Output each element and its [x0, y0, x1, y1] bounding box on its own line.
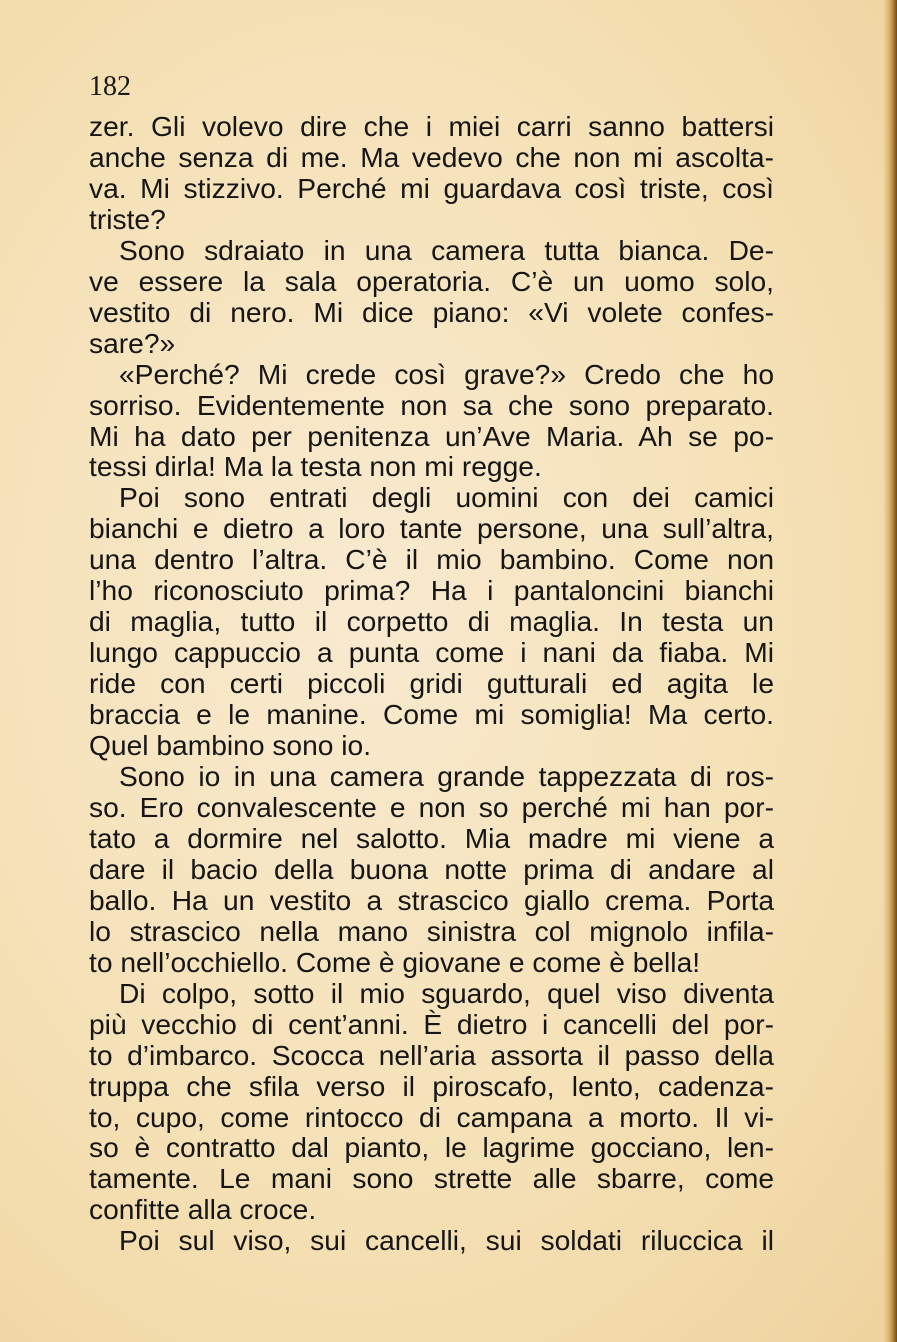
text-line: ride con certi piccoli gridi gutturali ed agita le: [89, 667, 774, 700]
text-line: zer. Gli volevo dire che i miei carri sanno battersi: [89, 110, 774, 142]
paragraph: [89, 1225, 774, 1256]
text-line: anche senza di me. Ma vedevo che non mi ascolta-: [89, 140, 774, 173]
text-line: so è contratto dal pianto, le lagrime gocciano, len-: [89, 1131, 774, 1164]
text-line: una dentro l’altra. C’è il mio bambino. Come non: [89, 543, 774, 576]
text-line: to, cupo, come rintocco di campana a morto. Il vi-: [89, 1100, 774, 1133]
text-line: dare il bacio della buona notte prima di andare al: [89, 852, 774, 885]
text-line: l’ho riconosciuto prima? Ha i pantaloncini bianchi: [89, 574, 774, 607]
text-line: lungo cappuccio a punta come i nani da fiaba. Mi: [89, 636, 774, 669]
paragraph: [89, 978, 774, 1226]
text-line: ve essere la sala operatoria. C’è un uomo solo,: [89, 264, 774, 297]
text-line: to d’imbarco. Scocca nell’aria assorta il passo della: [89, 1038, 774, 1071]
text-line: Quel bambino sono io.: [89, 729, 372, 762]
text-line: Poi sul viso, sui cancelli, sui soldati riluccica il: [119, 1224, 774, 1257]
text-line: Poi sono entrati degli uomini con dei camici: [119, 481, 774, 514]
text-line: Sono sdraiato in una camera tutta bianca. De-: [119, 233, 774, 266]
paragraph: [89, 482, 774, 761]
text-line: triste?: [89, 202, 166, 235]
text-line: truppa che sfila verso il piroscafo, lento, cadenza-: [89, 1069, 774, 1102]
text-line: va. Mi stizzivo. Perché mi guardava così triste, così: [89, 171, 774, 204]
text-line: Mi ha dato per penitenza un’Ave Maria. Ah se po-: [89, 419, 774, 452]
text-line: tessi dirla! Ma la testa non mi regge.: [89, 450, 542, 483]
text-line: di maglia, tutto il corpetto di maglia. In testa un: [89, 605, 774, 638]
text-line: vestito di nero. Mi dice piano: «Vi volete confes-: [89, 295, 774, 328]
text-line: ballo. Ha un vestito a strascico giallo crema. Porta: [89, 883, 774, 916]
text-line: sare?»: [89, 326, 176, 359]
text-line: sorriso. Evidentemente non sa che sono preparato.: [89, 388, 774, 421]
text-line: Sono io in una camera grande tappezzata di ros-: [119, 760, 774, 793]
text-line: tato a dormire nel salotto. Mia madre mi viene a: [89, 821, 774, 854]
text-line: braccia e le manine. Come mi somiglia! Ma certo.: [89, 698, 774, 731]
text-line: più vecchio di cent’anni. È dietro i cancelli del por-: [89, 1007, 774, 1040]
paragraph: [89, 359, 774, 483]
text-line: lo strascico nella mano sinistra col mignolo infila-: [89, 914, 774, 947]
text-line: bianchi e dietro a loro tante persone, una sull’altra,: [89, 512, 774, 545]
text-line: to nell’occhiello. Come è giovane e come è bella!: [89, 945, 701, 978]
text-line: «Perché? Mi crede così grave?» Credo che ho: [119, 357, 774, 390]
text-line: so. Ero convalescente e non so perché mi han por-: [89, 790, 774, 823]
text-line: Di colpo, sotto il mio sguardo, quel viso diventa: [119, 976, 774, 1009]
page-number: 182: [89, 71, 131, 102]
page-edge: [883, 0, 897, 1342]
paragraph: [89, 111, 774, 235]
paragraph: [89, 761, 774, 978]
body-text: [89, 111, 774, 1256]
text-line: confitte alla croce.: [89, 1193, 317, 1226]
paragraph: [89, 235, 774, 359]
text-line: tamente. Le mani sono strette alle sbarre, come: [89, 1162, 774, 1195]
